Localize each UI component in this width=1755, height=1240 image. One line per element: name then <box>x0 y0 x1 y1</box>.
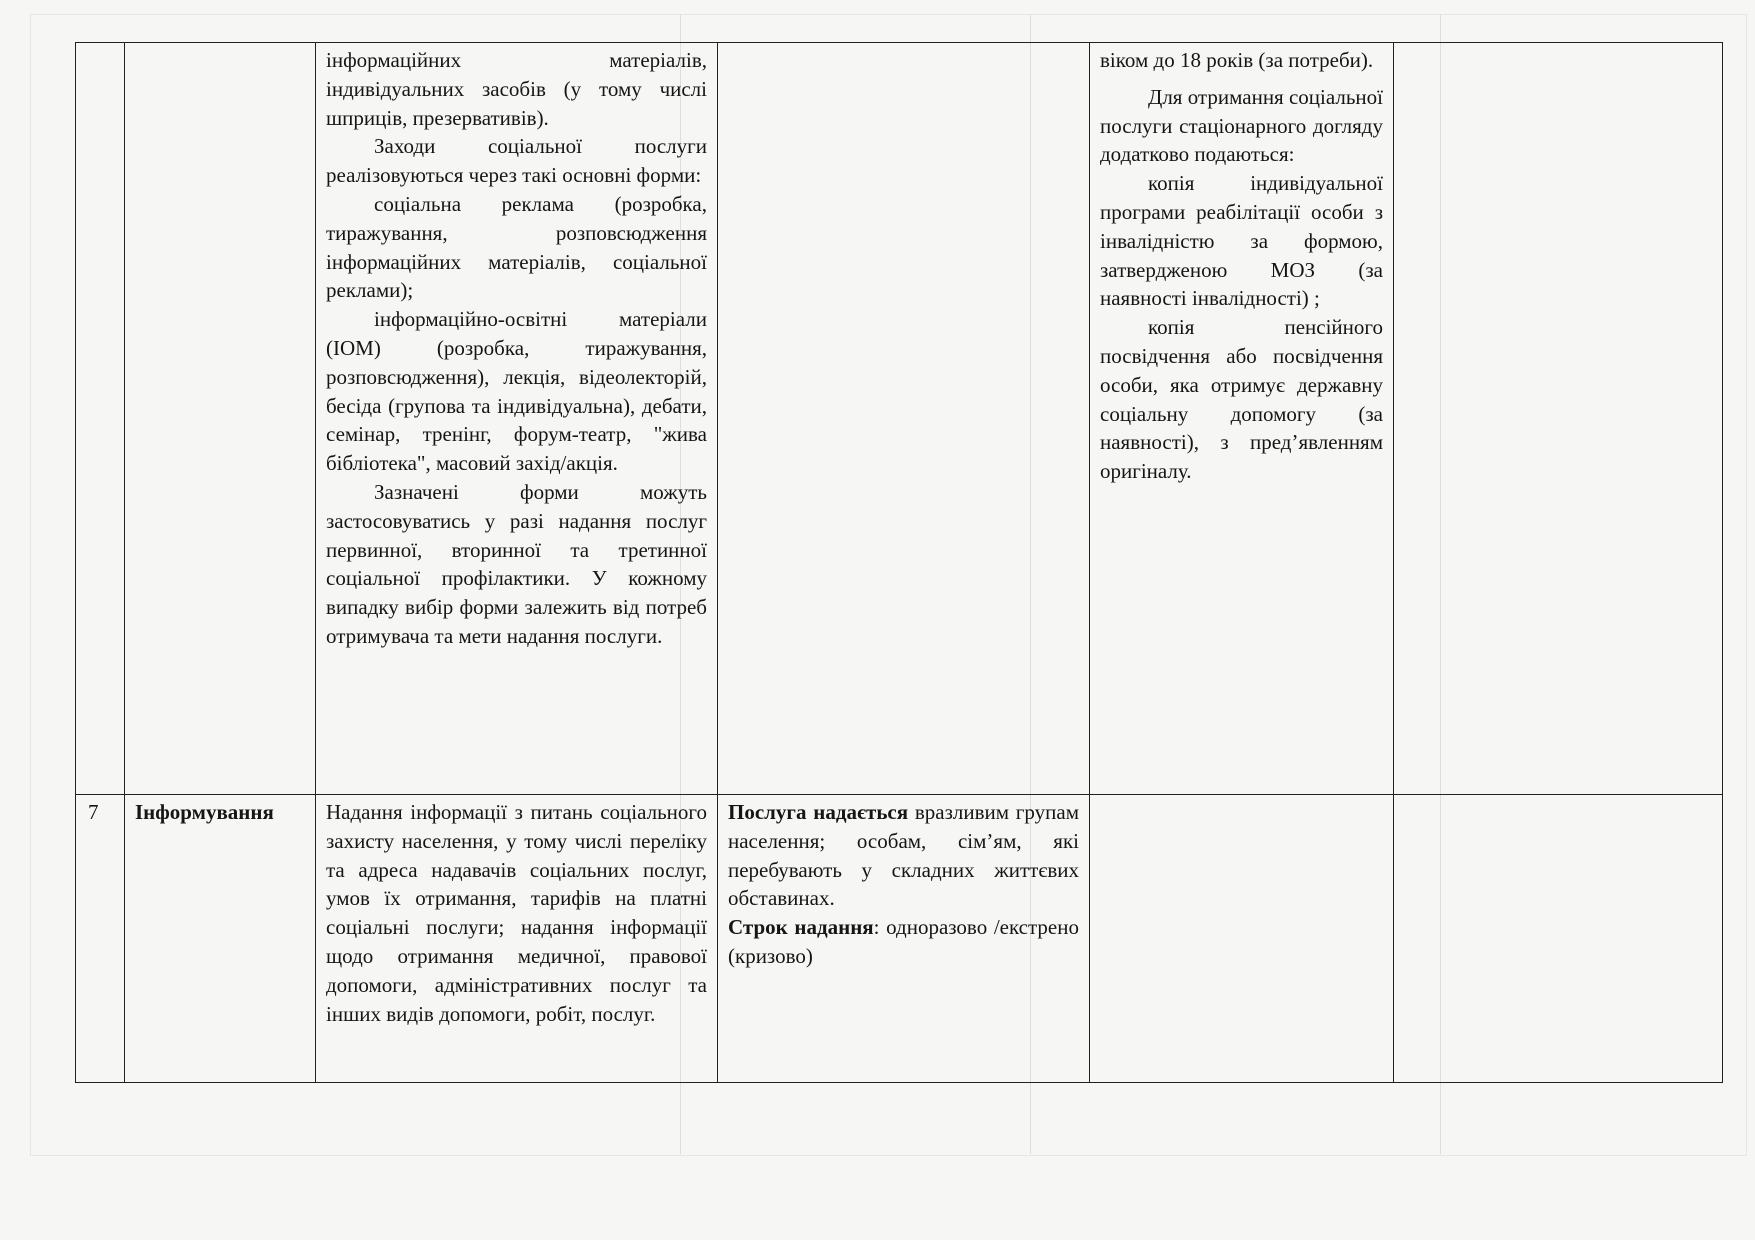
row-number <box>76 43 125 795</box>
service-name <box>125 43 316 795</box>
required-documents <box>1090 795 1394 1083</box>
description-paragraph: Зазначені форми можуть застосовуватись у разі надання послуг первинної, вторинної та третинної соціальної профілактики. У кожному випадку вибір форми залежить від потреб отримувача та мети надання послуги. <box>326 479 707 648</box>
empty-cell <box>1394 795 1723 1083</box>
description-paragraph: Надання інформації з питань соціального захисту населення, у тому числі переліку та адреса надавачів соціальних послуг, умов їх отримання, тарифів на платні соціальні послуги; надання інформації щодо отримання медичної, правової допомоги, адміністративних послуг та інших видів допомоги, робіт, послуг. <box>326 800 707 1026</box>
documents-paragraph: копія індивідуальної програми реабілітації особи з інвалідністю за формою, затвердженою МОЗ (за наявності інвалідності) ; <box>1100 171 1383 311</box>
description-paragraph: соціальна реклама (розробка, тиражування, розповсюдження інформаційних матеріалів, соціальної реклами); <box>326 191 707 303</box>
required-documents <box>1090 43 1394 795</box>
service-recipients <box>718 43 1090 795</box>
description-paragraph: інформаційних матеріалів, індивідуальних засобів (у тому числі шприців, презервативів). <box>326 48 707 130</box>
table-row-informing <box>76 795 1723 1083</box>
documents-paragraph: віком до 18 років (за потреби). <box>1100 48 1374 72</box>
services-table <box>75 42 1723 1083</box>
documents-paragraph: Для отримання соціальної послуги стаціонарного догляду додатково подаються: <box>1100 84 1383 167</box>
empty-cell <box>1394 43 1723 795</box>
recipients-text: вразливим групам населення; особам, сім’ям, які перебувають у складних життєвих обставинах. <box>728 800 1079 911</box>
description-paragraph: інформаційно-освітні матеріали (ІОМ) (розробка, тиражування, розповсюдження), лекція, відеолекторій, бесіда (групова та індивідуальна), дебати, семінар, тренінг, форум-театр, "жива бібліотека", масовий захід/акція. <box>326 307 707 476</box>
description-paragraph: Заходи соціальної послуги реалізовуються через такі основні форми: <box>326 134 707 188</box>
table-row-continued <box>76 43 1723 795</box>
term-label: Строк надання <box>728 915 874 940</box>
service-recipients <box>718 795 1090 1083</box>
term-value: : одноразово /екстрено (кризово) <box>728 915 1079 968</box>
service-description <box>316 795 718 1083</box>
recipients-bold: Послуга надається <box>728 800 909 824</box>
service-name: Інформування <box>125 795 316 1083</box>
service-description <box>316 43 718 795</box>
row-number: 7 <box>76 795 125 1083</box>
documents-paragraph: копія пенсійного посвідчення або посвідчення особи, яка отримує державну соціальну допомогу (за наявності), з пред’явленням оригіналу. <box>1100 315 1383 484</box>
